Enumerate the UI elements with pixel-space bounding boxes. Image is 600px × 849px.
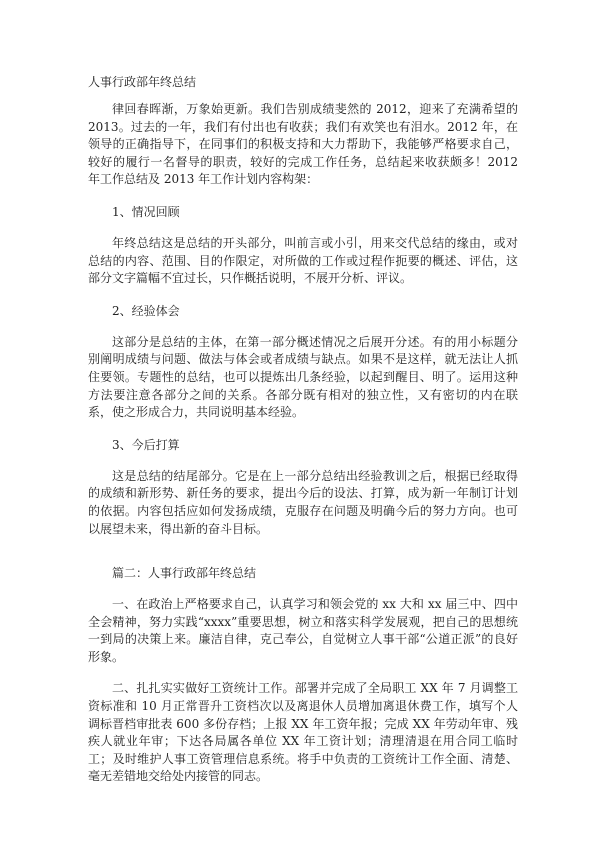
part-two-heading: 篇二：人事行政部年终总结 xyxy=(112,566,257,581)
document-page xyxy=(88,73,518,800)
intro-paragraph: 律回春晖渐，万象始更新。我们告别成绩斐然的 2012，迎来了充满希望的 2013。过去的一年，我们有付出也有收获；我们有欢笑也有泪水。2012 年，在领导的正确指导下，在同事们的积极支持和大力帮助下，我能够严格要求自己，较好的履行一名督导的职责，较好的完成工作任务，总结起来收获颇多！2012 年工作总结及 2013 年工作计划内容构架： xyxy=(88,102,518,187)
part-two-paragraph-politics: 一、在政治上严格要求自己，认真学习和领会党的 xx 大和 xx 届三中、四中全会精神，努力实践“xxxx”重要思想，树立和落实科学发展观，把自己的思想统一到局的决策上来。廉洁自律，克己奉公，自觉树立人事干部“公道正派”的良好形象。 xyxy=(88,597,518,664)
section-body-plans: 这是总结的结尾部分。它是在上一部分总结出经验教训之后，根据已经取得的成绩和新形势、新任务的要求，提出今后的设法、打算，成为新一年制订计划的依据。内容包括应如何发扬成绩，克服存在问题及明确今后的努力方向。也可以展望未来，得出新的奋斗目标。 xyxy=(88,468,518,536)
section-body-experience: 这部分是总结的主体，在第一部分概述情况之后展开分述。有的用小标题分别阐明成绩与问题、做法与体会或者成绩与缺点。如果不是这样，就无法让人抓住要领。专题性的总结，也可以提炼出几条经验，以起到醒目、明了。运用这种方法要注意各部分之间的关系。各部分既有相对的独立性，又有密切的内在联系，使之形成合力，共同说明基本经验。 xyxy=(88,334,518,420)
section-heading-review: 1、情况回顾 xyxy=(112,204,180,219)
part-two-paragraph-payroll: 二、扎扎实实做好工资统计工作。部署并完成了全局职工 XX 年 7 月调整工资标准和 10 月正常晋升工资档次以及离退休人员增加离退休费工作，填写个人调标晋档审批表 600 多份存档；上报 XX 年工资年报；完成 XX 年劳动年审、残疾人就业年审；下达各局属各单位 XX 年工资计划；清理清退在用合同工临时工；及时维护人事工资管理信息系统。将手中负责的工资统计工作全面、清楚、毫无差错地交给处内接管的同志。 xyxy=(88,681,518,784)
section-heading-experience: 2、经验体会 xyxy=(112,303,180,318)
document-title: 人事行政部年终总结 xyxy=(88,75,197,89)
section-heading-plans: 3、今后打算 xyxy=(112,437,180,452)
section-body-review: 年终总结这是总结的开头部分，叫前言或小引，用来交代总结的缘由，或对总结的内容、范围、目的作限定，对所做的工作或过程作扼要的概述、评估，这部分文字篇幅不宜过长，只作概括说明，不展开分析、评议。 xyxy=(88,235,518,286)
